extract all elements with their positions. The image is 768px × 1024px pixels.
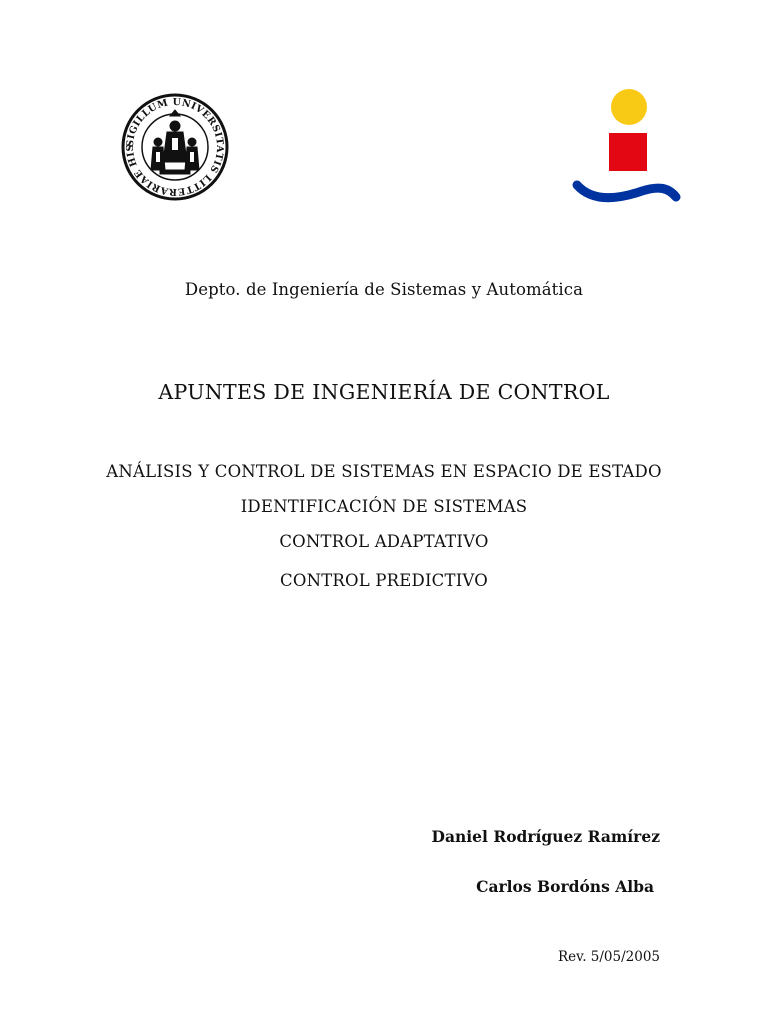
revision-date: Rev. 5/05/2005 [558, 949, 660, 965]
subtitle-adaptive-control: CONTROL ADAPTATIVO [279, 532, 489, 551]
document-title: APUNTES DE INGENIERÍA DE CONTROL [158, 380, 610, 404]
university-logo-icon [572, 84, 682, 208]
author-name: Carlos Bordóns Alba [476, 877, 654, 896]
subtitle-state-space: ANÁLISIS Y CONTROL DE SISTEMAS EN ESPACIO DE ESTADO [106, 462, 662, 481]
university-seal-icon [120, 92, 230, 202]
author-name: Daniel Rodríguez Ramírez [431, 827, 660, 846]
department-name: Depto. de Ingeniería de Sistemas y Automática [184, 280, 584, 299]
seal-text: SIGILLUM UNIVERSITATIS LITTERARIAE HIS [124, 96, 226, 198]
subtitle-predictive-control: CONTROL PREDICTIVO [280, 571, 488, 590]
subtitle-identification: IDENTIFICACIÓN DE SISTEMAS [240, 497, 528, 516]
